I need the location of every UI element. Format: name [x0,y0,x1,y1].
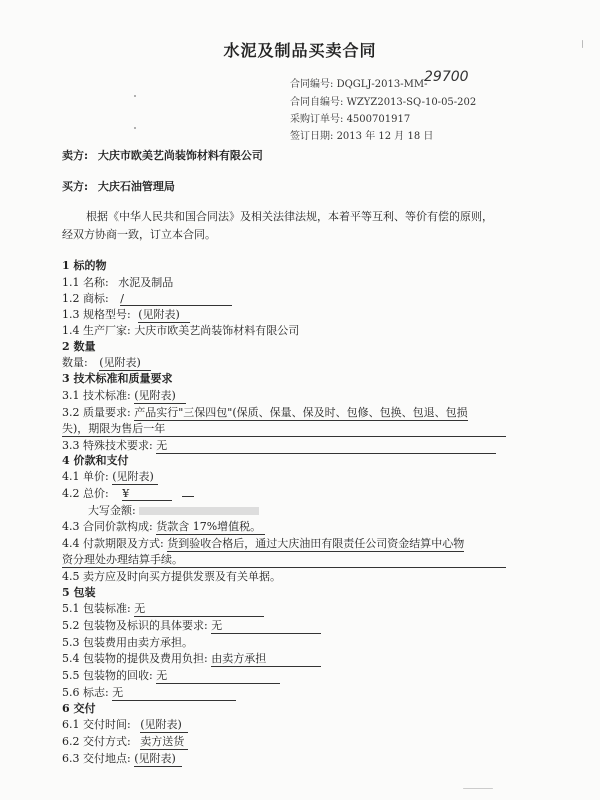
scan-mark [463,788,493,789]
brand-value: / [120,292,232,306]
payment-label: 4.4 付款期限及方式: [62,537,164,550]
model-value: (见附表) [138,306,190,323]
delivery-time-label: 6.1 交付时间: [62,718,131,731]
item-3-2-cont [62,420,506,437]
special-value: 无 [156,437,496,454]
item-4-5: 4.5 卖方应及时向买方提供发票及有关单据。 [62,570,281,583]
special-label: 3.3 特殊技术要求: [62,439,153,452]
section-6-heading: 6 交付 [62,702,96,715]
quality-value-1: 产品实行"三保四包"(保质、保量、保及时、包修、包换、包退、包损 [134,406,468,419]
total-blank [182,496,194,497]
pack-sign-value: 无 [112,684,236,701]
total-label: 4.2 总价: [62,487,109,500]
pack-recycle-value: 无 [156,667,280,684]
words-label: 大写金额: [88,504,136,517]
section-5-heading: 5 包装 [62,586,96,599]
item-1-1 [62,274,173,290]
delivery-time-value: (见附表) [140,716,188,733]
contract-no-label: 合同编号: [290,79,334,90]
sign-date-label: 签订日期: [290,131,334,142]
pack-std-value: 无 [134,600,264,617]
item-3-1 [62,387,186,404]
delivery-place-label: 6.3 交付地点: [62,752,131,765]
item-4-4-cont [62,551,506,568]
delivery-method-value: 卖方送货 [140,733,188,750]
buyer-label: 买方: [62,180,89,193]
pack-std-label: 5.1 包装标准: [62,602,131,615]
item-5-4 [62,650,321,667]
scan-mark [582,40,583,48]
payment-value-1: 货到验收合格后，通过大庆油田有限责任公司资金结算中心物 [167,537,465,550]
item-5-1 [62,600,264,617]
quantity-line [62,354,151,371]
std-label: 3.1 技术标准: [62,389,131,402]
item-1-3 [62,306,190,323]
item-5-2 [62,617,321,634]
preamble-line-1: 根据《中华人民共和国合同法》及相关法律法规，本着平等互利、等价有偿的原则， [86,210,493,223]
item-1-4 [62,322,299,338]
compose-label: 4.3 合同价款构成: [62,520,153,533]
item-6-2 [62,733,188,750]
item-6-3 [62,750,182,767]
item-4-4 [62,535,464,552]
item-5-3: 5.3 包装费用由卖方承担。 [62,636,193,649]
seller-name: 大庆市欧美艺尚装饰材料有限公司 [97,149,263,162]
self-no-label: 合同自编号: [290,97,344,108]
pack-mark-value: 无 [211,617,321,634]
maker-label: 1.4 生产厂家: [62,324,131,337]
self-number [290,96,476,110]
section-4-heading: 4 价款和支付 [62,454,129,467]
item-4-1 [62,468,158,485]
item-6-1 [62,716,188,733]
pack-mark-label: 5.2 包装物及标识的具体要求: [62,619,208,632]
contract-no-value: DQGLJ-2013-MM- [336,79,428,90]
handwritten-number: 29700 [424,69,469,85]
item-4-3 [62,518,265,535]
name-label: 1.1 名称: [62,276,109,289]
name-value: 水泥及制品 [118,276,174,289]
delivery-place-value: (见附表) [134,750,182,767]
document-title: 水泥及制品买卖合同 [223,41,377,60]
section-1-heading: 1 标的物 [62,259,107,272]
pack-supply-value: 由卖方承担 [211,650,321,667]
compose-value: 货款含 17%增值税。 [156,518,265,535]
preamble-line-2: 经双方协商一致，订立本合同。 [62,228,216,241]
quality-value-2: 失)，期限为售后一年 [62,420,506,437]
scan-speck [134,95,136,97]
buyer-line [62,178,175,194]
item-1-2 [62,290,232,306]
redacted-amount [139,507,259,515]
model-label: 1.3 规格型号: [62,308,131,321]
sign-date [290,130,433,144]
seller-label: 卖方: [62,149,89,162]
maker-value: 大庆市欧美艺尚装饰材料有限公司 [134,324,300,337]
unit-price-value: (见附表) [112,468,158,485]
section-2-heading: 2 数量 [62,340,96,353]
qty-value: (见附表) [99,354,151,371]
payment-value-2: 资分理处办理结算手续。 [62,551,506,568]
brand-label: 1.2 商标: [62,292,109,305]
item-4-2 [62,485,194,501]
self-no-value: WZYZ2013-SQ-10-05-202 [346,97,477,108]
section-3-heading: 3 技术标准和质量要求 [62,372,173,385]
po-number [290,113,410,127]
po-label: 采购订单号: [290,114,344,125]
seller-line [62,147,263,163]
sign-date-value: 2013 年 12 月 18 日 [336,131,434,142]
std-value: (见附表) [134,387,186,404]
item-3-2 [62,404,468,421]
scan-speck [134,127,136,129]
contract-number [290,78,427,92]
pack-recycle-label: 5.5 包装物的回收: [62,669,153,682]
qty-label: 数量: [62,356,88,369]
pack-sign-label: 5.6 标志: [62,686,109,699]
unit-price-label: 4.1 单价: [62,470,109,483]
po-value: 4500701917 [346,114,411,125]
pack-supply-label: 5.4 包装物的提供及费用负担: [62,652,208,665]
amount-in-words [88,502,259,518]
delivery-method-label: 6.2 交付方式: [62,735,131,748]
item-5-6 [62,684,236,701]
total-value: ¥ [122,487,172,501]
item-5-5 [62,667,280,684]
buyer-name: 大庆石油管理局 [97,180,175,193]
quality-label: 3.2 质量要求: [62,406,131,419]
